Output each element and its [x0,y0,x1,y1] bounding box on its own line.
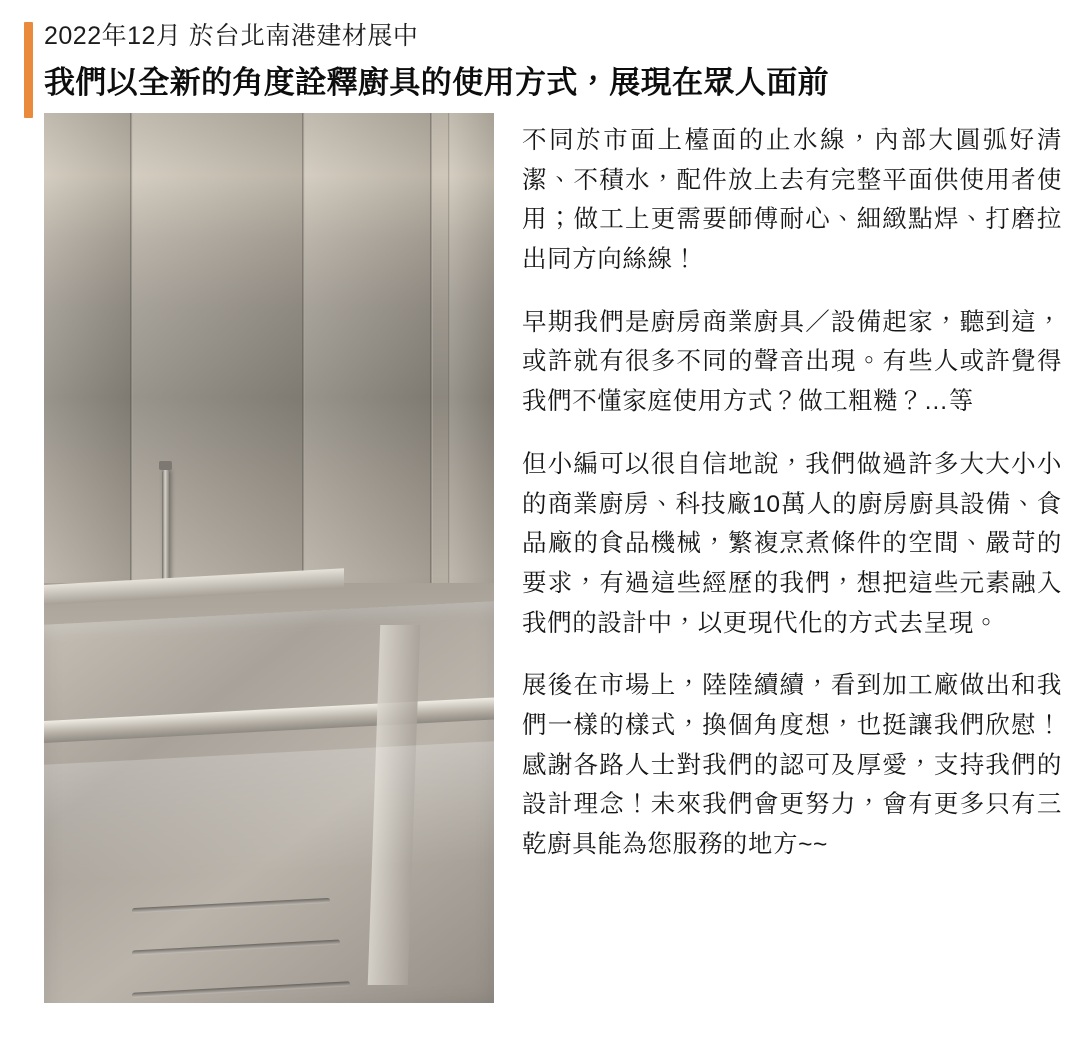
article-body [0,113,1080,1003]
stainless-steel-kitchen-counter-photo [44,113,494,1003]
paragraph: 展後在市場上，陸陸續續，看到加工廠做出和我們一樣的樣式，換個角度想，也挺讓我們欣慰！感謝各路人士對我們的認可及厚愛，支持我們的設計理念！未來我們會更努力，會有更多只有三乾廚具能為您服務的地方~~ [522,672,1062,859]
page-title: 我們以全新的角度詮釋廚具的使用方式，展現在眾人面前 [44,64,829,100]
accent-bar [24,22,33,118]
paragraph: 早期我們是廚房商業廚具／設備起家，聽到這，或許就有很多不同的聲音出現。有些人或許覺得我們不懂家庭使用方式？做工粗糙？…等 [522,308,1062,416]
text-column [522,113,1062,865]
paragraph: 不同於市面上檯面的止水線，內部大圓弧好清潔、不積水，配件放上去有完整平面供使用者使用；做工上更需要師傅耐心、細緻點焊、打磨拉出同方向絲線！ [522,127,1062,274]
photo-column [44,113,494,1003]
article-header [0,0,1080,113]
paragraph: 但小編可以很自信地說，我們做過許多大大小小的商業廚房、科技廠10萬人的廚房廚具設備、食品廠的食品機械，繁複烹煮條件的空間、嚴苛的要求，有過這些經歷的我們，想把這些元素融入我們的設計中，以更現代化的方式去呈現。 [522,450,1062,637]
article-eyebrow: 2022年12月 於台北南港建材展中 [44,22,419,50]
